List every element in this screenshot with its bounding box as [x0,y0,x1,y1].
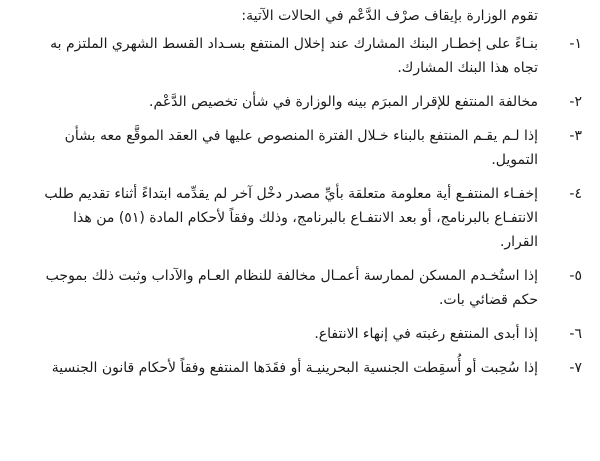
list-item [10,90,582,114]
item-line: التمويل. [491,152,538,168]
document-body [10,4,582,390]
item-line: بنـاءً على إخطـار البنك المشارك عند إخلال المنتفع بسـداد القسط الشهري الملتزم به [50,36,538,52]
list-item [10,32,582,80]
item-number: ٤- [569,186,582,202]
intro-paragraph: تقوم الوزارة بإيقاف صرْف الدَّعْم في الحالات الآتية: [241,8,538,24]
list-item [10,322,582,346]
list-item [10,356,582,380]
item-number: ٧- [569,360,582,376]
item-text [10,356,538,380]
item-number: ٣- [569,128,582,144]
item-number: ٢- [569,94,582,110]
item-line: إذا لـم يقـم المنتفع بالبناء خـلال الفترة المنصوص عليها في العقد الموقَّع معه بشأن [64,128,538,144]
item-line: إذا سُحِبت أو أُسقِطت الجنسية البحرينيـة أو فقَدَها المنتفع وفقاً لأحكام قانون الجنسية [51,360,538,376]
list-item [10,264,582,312]
item-number: ٥- [569,268,582,284]
item-line: إذا استُخـدم المسكن لممارسة أعمـال مخالفة للنظام العـام والآداب وثبت ذلك بموجب [45,268,538,284]
item-text [10,90,538,114]
item-line: القرار. [499,234,538,250]
item-text [10,32,538,80]
item-line: تجاه هذا البنك المشارك. [397,60,538,76]
item-text [10,124,538,172]
item-number: ١- [569,36,582,52]
item-number: ٦- [569,326,582,342]
item-text [10,322,538,346]
item-text [10,182,538,254]
list-item [10,124,582,172]
item-line: حكم قضائي بات. [438,292,538,308]
item-line: الانتفـاع بالبرنامج، أو بعد الانتفـاع بالبرنامج، وذلك وفقاً لأحكام المادة (٥١) من هذا [73,210,538,226]
item-line: إخفـاء المنتفـع أية معلومة متعلقة بأيِّ مصدر دخْل آخر لم يقدِّمه ابتداءً أثناء تقديم طلب [44,186,538,202]
item-line: إذا أبدى المنتفع رغبته في إنهاء الانتفاع. [314,326,538,342]
item-line: مخالفة المنتفع للإقرار المبرَم بينه والوزارة في شأن تخصيص الدَّعْم. [149,94,538,110]
list-item [10,182,582,254]
item-text [10,264,538,312]
